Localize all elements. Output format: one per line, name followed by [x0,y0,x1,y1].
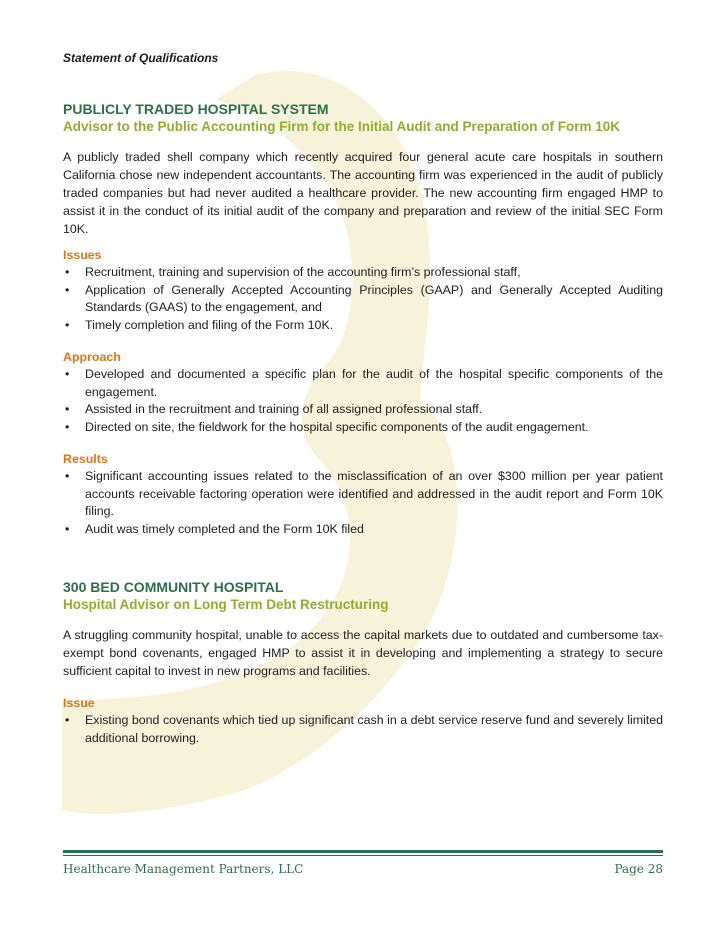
list-item [63,264,663,282]
footer-company: Healthcare Management Partners, LLC [63,862,304,876]
list-item [63,468,663,521]
bullet-icon: • [65,367,70,381]
section-publicly-traded-hospital-system [63,100,663,538]
list-item [63,419,663,437]
section-intro: A publicly traded shell company which recently acquired four general acute care hospitals in southern California chose new independent accountants. The accounting firm was experienced in the audit of publicly traded companies but had never audited a healthcare provider. The new accounting firm engaged HMP to assist it in the conduct of its initial audit of the company and preparation and review of the initial SEC Form 10K. [63,150,663,236]
issues-label: Issues [63,248,102,262]
bullet-icon: • [65,282,70,297]
list-item [63,521,663,539]
footer-page-number: Page 28 [614,862,663,876]
issue-block [63,694,663,747]
bullet-icon: • [65,265,70,279]
bullet-icon: • [65,402,70,416]
list-item-text: Significant accounting issues related to the misclassification of an over $300 million per year patient accounts receivable factoring operation were identified and addressed in the audit report and Form 10K filing. [85,469,663,518]
list-item-text: Assisted in the recruitment and training of all assigned professional staff. [85,402,483,416]
bullet-icon: • [65,713,70,727]
section-subtitle: Advisor to the Public Accounting Firm for the Initial Audit and Preparation of Form 10K [63,119,621,134]
list-item-text: Application of Generally Accepted Accounting Principles (GAAP) and Generally Accepted Auditing Standards (GAAS) to the engagement, and [85,282,663,314]
issues-block [63,246,663,334]
bullet-icon: • [65,317,70,332]
list-item [63,317,663,335]
results-list [63,468,663,538]
results-block [63,450,663,538]
approach-list [63,366,663,436]
list-item-text: Developed and documented a specific plan for the audit of the hospital specific components of the engagement. [85,367,663,399]
section-title: 300 BED COMMUNITY HOSPITAL [63,579,284,595]
results-label: Results [63,452,108,466]
bullet-icon: • [65,521,70,536]
list-item [63,401,663,419]
list-item [63,712,663,747]
page-footer [63,850,663,876]
list-item [63,366,663,401]
list-item [63,282,663,317]
issue-label: Issue [63,696,95,710]
list-item-text: Timely completion and filing of the Form 10K. [85,317,334,332]
section-300-bed-community-hospital [63,578,663,747]
section-intro: A struggling community hospital, unable to access the capital markets due to outdated and cumbersome tax-exempt bond covenants, engaged HMP to assist it in developing and implementing a strategy to secure sufficient capital to invest in new programs and facilities. [63,628,663,678]
bullet-icon: • [65,469,70,483]
list-item-text: Directed on site, the fieldwork for the hospital specific components of the audit engagement. [85,419,589,434]
approach-block [63,348,663,436]
section-title: PUBLICLY TRADED HOSPITAL SYSTEM [63,101,329,117]
footer-rule [63,850,663,853]
approach-label: Approach [63,350,121,364]
section-subtitle: Hospital Advisor on Long Term Debt Restructuring [63,597,389,612]
list-item-text: Recruitment, training and supervision of the accounting firm’s professional staff, [85,265,521,279]
bullet-icon: • [65,419,70,434]
footer-rule-thin [63,855,663,856]
page-header-title: Statement of Qualifications [63,51,219,65]
list-item-text: Audit was timely completed and the Form 10K filed [85,521,364,536]
page-content [63,50,663,747]
issue-list [63,712,663,747]
issues-list [63,264,663,334]
footer-row [63,862,663,876]
list-item-text: Existing bond covenants which tied up significant cash in a debt service reserve fund and severely limited additional borrowing. [85,713,663,745]
